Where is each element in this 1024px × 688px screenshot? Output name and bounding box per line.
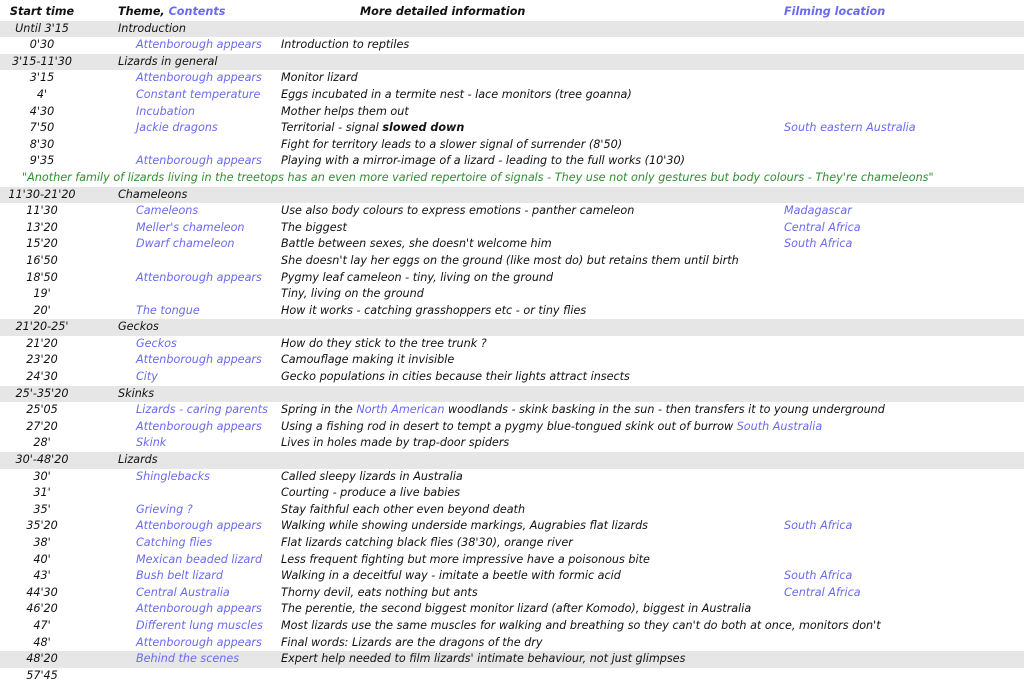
- detail-cell[interactable]: [281, 352, 454, 369]
- start-time-cell[interactable]: 30': [33, 469, 51, 483]
- location-cell[interactable]: South eastern Australia: [784, 121, 916, 135]
- detail-cell[interactable]: [281, 601, 751, 618]
- detail-text: Flat lizards catching black flies (38'30), orange river: [281, 536, 573, 549]
- detail-text: Gecko populations in cities because their lights attract insects: [281, 370, 630, 384]
- start-time-cell[interactable]: 4'30: [29, 104, 55, 118]
- start-time-cell[interactable]: 43': [33, 569, 51, 583]
- table-row: [0, 601, 1024, 618]
- start-time-cell[interactable]: 20': [33, 303, 51, 317]
- table-row: [0, 236, 1024, 253]
- contents-cell[interactable]: Attenborough appears: [136, 154, 262, 168]
- contents-cell[interactable]: Shinglebacks: [136, 469, 210, 483]
- start-time-cell[interactable]: 35'20: [26, 519, 58, 533]
- table-row: [0, 220, 1024, 237]
- table-row: [0, 253, 1024, 270]
- start-time-cell[interactable]: 21'20: [26, 336, 58, 350]
- theme-cell[interactable]: Lizards in general: [118, 54, 218, 68]
- start-time-cell[interactable]: 18'50: [26, 270, 58, 284]
- detail-text: Monitor lizard: [281, 71, 358, 85]
- detail-cell[interactable]: [281, 552, 650, 569]
- table-row: [0, 585, 1024, 602]
- table-row: [0, 336, 1024, 353]
- detail-text: Playing with a mirror-image of a lizard - leading to the full works (10'30): [281, 154, 685, 168]
- detail-text: Walking in a deceitful way - imitate a beetle with formic acid: [281, 569, 621, 583]
- location-cell[interactable]: South Africa: [784, 519, 853, 533]
- location-cell: South Australia: [736, 419, 823, 433]
- table-body: [0, 21, 1024, 685]
- table-row: [0, 552, 1024, 569]
- detail-cell[interactable]: [281, 502, 525, 519]
- table-row: [0, 668, 1024, 685]
- detail-text: Less frequent fighting but more impressive have a poisonous bite: [281, 552, 650, 566]
- detail-text: Mother helps them out: [281, 104, 409, 118]
- detail-text: Battle between sexes, she doesn't welcome him: [281, 237, 552, 251]
- detail-cell[interactable]: [281, 618, 881, 635]
- location-cell[interactable]: Madagascar: [784, 204, 852, 218]
- detail-text: Eggs incubated in a termite nest - lace monitors (tree goanna): [281, 87, 632, 101]
- detail-text: Tiny, living on the ground: [281, 287, 424, 301]
- detail-highlight-text: North American: [356, 403, 445, 417]
- start-time-cell[interactable]: 11'30-21'20: [8, 187, 76, 201]
- detail-cell[interactable]: [281, 518, 648, 535]
- location-cell[interactable]: South Africa: [784, 237, 853, 251]
- start-time-cell[interactable]: 7'50: [29, 121, 55, 135]
- detail-cell[interactable]: [281, 286, 424, 303]
- start-time-cell[interactable]: 13'20: [26, 220, 58, 234]
- table-row: [0, 120, 1024, 137]
- detail-text: Pygmy leaf cameleon - tiny, living on the ground: [281, 270, 554, 284]
- start-time-cell[interactable]: 46'20: [26, 602, 58, 616]
- start-time-cell[interactable]: 31': [33, 486, 51, 500]
- table-row: [0, 435, 1024, 452]
- contents-cell[interactable]: Behind the scenes: [136, 652, 240, 666]
- quote-cell[interactable]: "Another family of lizards living in the treetops has an even more varied repertoire of signals - They use not only gestures but body colours - They're chameleons": [22, 170, 934, 184]
- section-row: [0, 54, 1024, 71]
- detail-text: Thorny devil, eats nothing but ants: [281, 585, 478, 599]
- start-time-cell[interactable]: 21'20-25': [15, 320, 69, 334]
- header-theme[interactable]: [118, 4, 225, 21]
- detail-text: Stay faithful each other even beyond death: [281, 502, 526, 516]
- detail-cell[interactable]: [281, 585, 478, 602]
- start-time-cell[interactable]: 40': [33, 552, 51, 566]
- table-row: [0, 402, 1024, 419]
- table-row: [0, 419, 1024, 436]
- start-time-cell[interactable]: 11'30: [26, 204, 58, 218]
- detail-text: Most lizards use the same muscles for walking and breathing so they can't do both at once, monitors don't: [281, 618, 881, 632]
- table-row: [0, 303, 1024, 320]
- contents-cell[interactable]: Central Australia: [136, 585, 230, 599]
- detail-cell[interactable]: [281, 87, 632, 104]
- spreadsheet: [0, 4, 1024, 684]
- detail-text: How it works - catching grasshoppers etc - or tiny flies: [281, 303, 587, 317]
- table-row: [0, 469, 1024, 486]
- section-row: [0, 21, 1024, 38]
- detail-cell[interactable]: [281, 37, 409, 54]
- start-time-cell[interactable]: 44'30: [26, 585, 58, 599]
- table-row: [0, 137, 1024, 154]
- contents-cell[interactable]: Different lung muscles: [136, 618, 263, 632]
- table-row: [0, 286, 1024, 303]
- detail-text: The perentie, the second biggest monitor lizard (after Komodo), biggest in Australia: [281, 602, 752, 616]
- detail-cell[interactable]: [281, 635, 543, 652]
- theme-cell[interactable]: Geckos: [118, 320, 159, 334]
- start-time-cell[interactable]: 48': [33, 635, 51, 649]
- detail-cell[interactable]: [281, 485, 460, 502]
- theme-cell[interactable]: Introduction: [118, 21, 186, 35]
- detail-cell[interactable]: [281, 220, 347, 237]
- detail-cell[interactable]: [281, 203, 634, 220]
- detail-text: Called sleepy lizards in Australia: [281, 469, 463, 483]
- contents-cell[interactable]: City: [136, 370, 158, 384]
- start-time-cell[interactable]: 27'20: [26, 419, 58, 433]
- contents-cell[interactable]: Attenborough appears: [136, 353, 262, 367]
- start-time-cell[interactable]: 4': [36, 87, 48, 101]
- table-row: [0, 618, 1024, 635]
- table-row: [0, 568, 1024, 585]
- section-row: [0, 651, 1024, 668]
- section-row: [0, 319, 1024, 336]
- start-time-cell[interactable]: 47': [33, 618, 51, 632]
- detail-text: Use also body colours to express emotions - panther cameleon: [281, 204, 635, 218]
- start-time-cell[interactable]: 16'50: [26, 253, 58, 267]
- contents-cell[interactable]: Mexican beaded lizard: [136, 552, 263, 566]
- table-row: [0, 518, 1024, 535]
- detail-cell[interactable]: [281, 137, 622, 154]
- start-time-cell[interactable]: 24'30: [26, 370, 58, 384]
- start-time-cell[interactable]: 35': [33, 502, 51, 516]
- detail-cell[interactable]: [281, 153, 685, 170]
- detail-text: Territorial - signal: [281, 121, 379, 135]
- table-row: [0, 153, 1024, 170]
- header-start-time[interactable]: Start time: [9, 5, 75, 18]
- contents-cell[interactable]: Attenborough appears: [136, 602, 262, 616]
- contents-cell[interactable]: Catching flies: [136, 536, 213, 549]
- detail-text: Fight for territory leads to a slower signal of surrender (8'50): [281, 137, 623, 151]
- start-time-cell[interactable]: 15'20: [26, 237, 58, 251]
- contents-cell[interactable]: Dwarf chameleon: [136, 237, 235, 251]
- start-time-cell[interactable]: 0'30: [29, 38, 55, 52]
- table-row: [0, 104, 1024, 121]
- contents-cell[interactable]: Attenborough appears: [136, 419, 262, 433]
- header-row: [0, 4, 1024, 21]
- header-theme-label: Theme,: [118, 5, 165, 18]
- header-location[interactable]: Filming location: [784, 5, 886, 18]
- contents-cell[interactable]: Cameleons: [136, 204, 199, 218]
- table-row: [0, 369, 1024, 386]
- contents-cell[interactable]: The tongue: [136, 303, 200, 317]
- contents-cell[interactable]: Geckos: [136, 336, 177, 350]
- location-cell[interactable]: Central Africa: [784, 585, 861, 599]
- start-time-cell[interactable]: 28': [33, 436, 51, 450]
- table-row: [0, 37, 1024, 54]
- contents-cell[interactable]: Constant temperature: [136, 87, 261, 101]
- detail-text: How do they stick to the tree trunk ?: [281, 336, 487, 350]
- header-contents-label: Contents: [168, 5, 226, 18]
- start-time-cell[interactable]: 8'30: [29, 137, 55, 151]
- detail-text: She doesn't lay her eggs on the ground (like most do) but retains them until birth: [281, 253, 739, 267]
- table-row: [0, 203, 1024, 220]
- contents-cell[interactable]: Attenborough appears: [136, 519, 262, 533]
- detail-text: Expert help needed to film lizards' intimate behaviour, not just glimpses: [281, 652, 686, 666]
- detail-text: Final words: Lizards are the dragons of the dry: [281, 635, 543, 649]
- contents-cell[interactable]: Skink: [136, 436, 167, 450]
- start-time-cell[interactable]: 19': [33, 287, 51, 301]
- start-time-cell[interactable]: Until 3'15: [15, 21, 69, 35]
- detail-text: Introduction to reptiles: [281, 38, 410, 52]
- detail-cell[interactable]: [281, 303, 586, 320]
- contents-cell[interactable]: Attenborough appears: [136, 38, 262, 52]
- contents-cell[interactable]: Bush belt lizard: [136, 569, 223, 583]
- table-row: [0, 485, 1024, 502]
- detail-cell[interactable]: [281, 419, 822, 436]
- header-details[interactable]: More detailed information: [360, 5, 526, 18]
- start-time-cell[interactable]: 57'45: [26, 668, 58, 682]
- detail-cell[interactable]: [281, 435, 509, 452]
- detail-cell[interactable]: [281, 70, 358, 87]
- detail-cell[interactable]: [281, 120, 464, 137]
- section-row: [0, 386, 1024, 403]
- detail-cell[interactable]: [281, 104, 409, 121]
- contents-cell[interactable]: Jackie dragons: [136, 121, 218, 135]
- detail-cell[interactable]: [281, 535, 573, 552]
- contents-cell[interactable]: Lizards - caring parents: [136, 403, 268, 417]
- start-time-cell[interactable]: 23'20: [26, 353, 58, 367]
- detail-text: Camouflage making it invisible: [281, 353, 455, 367]
- detail-cell[interactable]: [281, 336, 487, 353]
- theme-cell[interactable]: Lizards: [118, 453, 158, 467]
- section-row: [0, 452, 1024, 469]
- detail-cell[interactable]: [281, 402, 885, 419]
- start-time-cell[interactable]: 25'05: [26, 403, 58, 417]
- detail-bold-text: slowed down: [382, 121, 465, 135]
- detail-cell[interactable]: [281, 236, 552, 253]
- contents-cell[interactable]: Grieving ?: [136, 502, 193, 516]
- detail-text: The biggest: [281, 220, 347, 234]
- contents-cell[interactable]: Attenborough appears: [136, 71, 262, 85]
- location-cell[interactable]: South Africa: [784, 569, 853, 583]
- start-time-cell[interactable]: 48'20: [26, 652, 58, 666]
- table-row: [0, 635, 1024, 652]
- contents-cell[interactable]: Attenborough appears: [136, 270, 262, 284]
- start-time-cell[interactable]: 38': [33, 536, 51, 549]
- quote-row: [0, 170, 1024, 187]
- detail-cell[interactable]: [281, 568, 621, 585]
- detail-text: Spring in the: [281, 403, 353, 417]
- theme-cell[interactable]: Skinks: [118, 386, 155, 400]
- detail-text: Walking while showing underside markings, Augrabies flat lizards: [281, 519, 649, 533]
- detail-text: Courting - produce a live babies: [281, 486, 461, 500]
- contents-cell[interactable]: Meller's chameleon: [136, 220, 245, 234]
- start-time-cell[interactable]: 30'-48'20: [15, 453, 69, 467]
- detail-text: Using a fishing rod in desert to tempt a pygmy blue-tongued skink out of burrow: [281, 419, 734, 433]
- table-row: [0, 352, 1024, 369]
- location-cell[interactable]: Central Africa: [784, 220, 861, 234]
- start-time-cell[interactable]: 25'-35'20: [15, 386, 69, 400]
- table-row: [0, 270, 1024, 287]
- detail-text-continued: woodlands - skink basking in the sun - then transfers it to young underground: [448, 403, 885, 417]
- start-time-cell[interactable]: 3'15: [29, 71, 55, 85]
- contents-cell[interactable]: Incubation: [136, 104, 196, 118]
- theme-cell[interactable]: Chameleons: [118, 187, 188, 201]
- table-row: [0, 70, 1024, 87]
- table-row: [0, 87, 1024, 104]
- detail-text: Lives in holes made by trap-door spiders: [281, 436, 510, 450]
- contents-cell[interactable]: Attenborough appears: [136, 635, 262, 649]
- start-time-cell[interactable]: 3'15-11'30: [11, 54, 72, 68]
- table-row: [0, 502, 1024, 519]
- detail-cell[interactable]: [281, 253, 739, 270]
- start-time-cell[interactable]: 9'35: [29, 154, 55, 168]
- section-row: [0, 187, 1024, 204]
- detail-cell[interactable]: [281, 651, 685, 668]
- detail-cell[interactable]: [281, 270, 553, 287]
- table-row: [0, 535, 1024, 552]
- detail-cell[interactable]: [281, 469, 463, 486]
- detail-cell[interactable]: [281, 369, 630, 386]
